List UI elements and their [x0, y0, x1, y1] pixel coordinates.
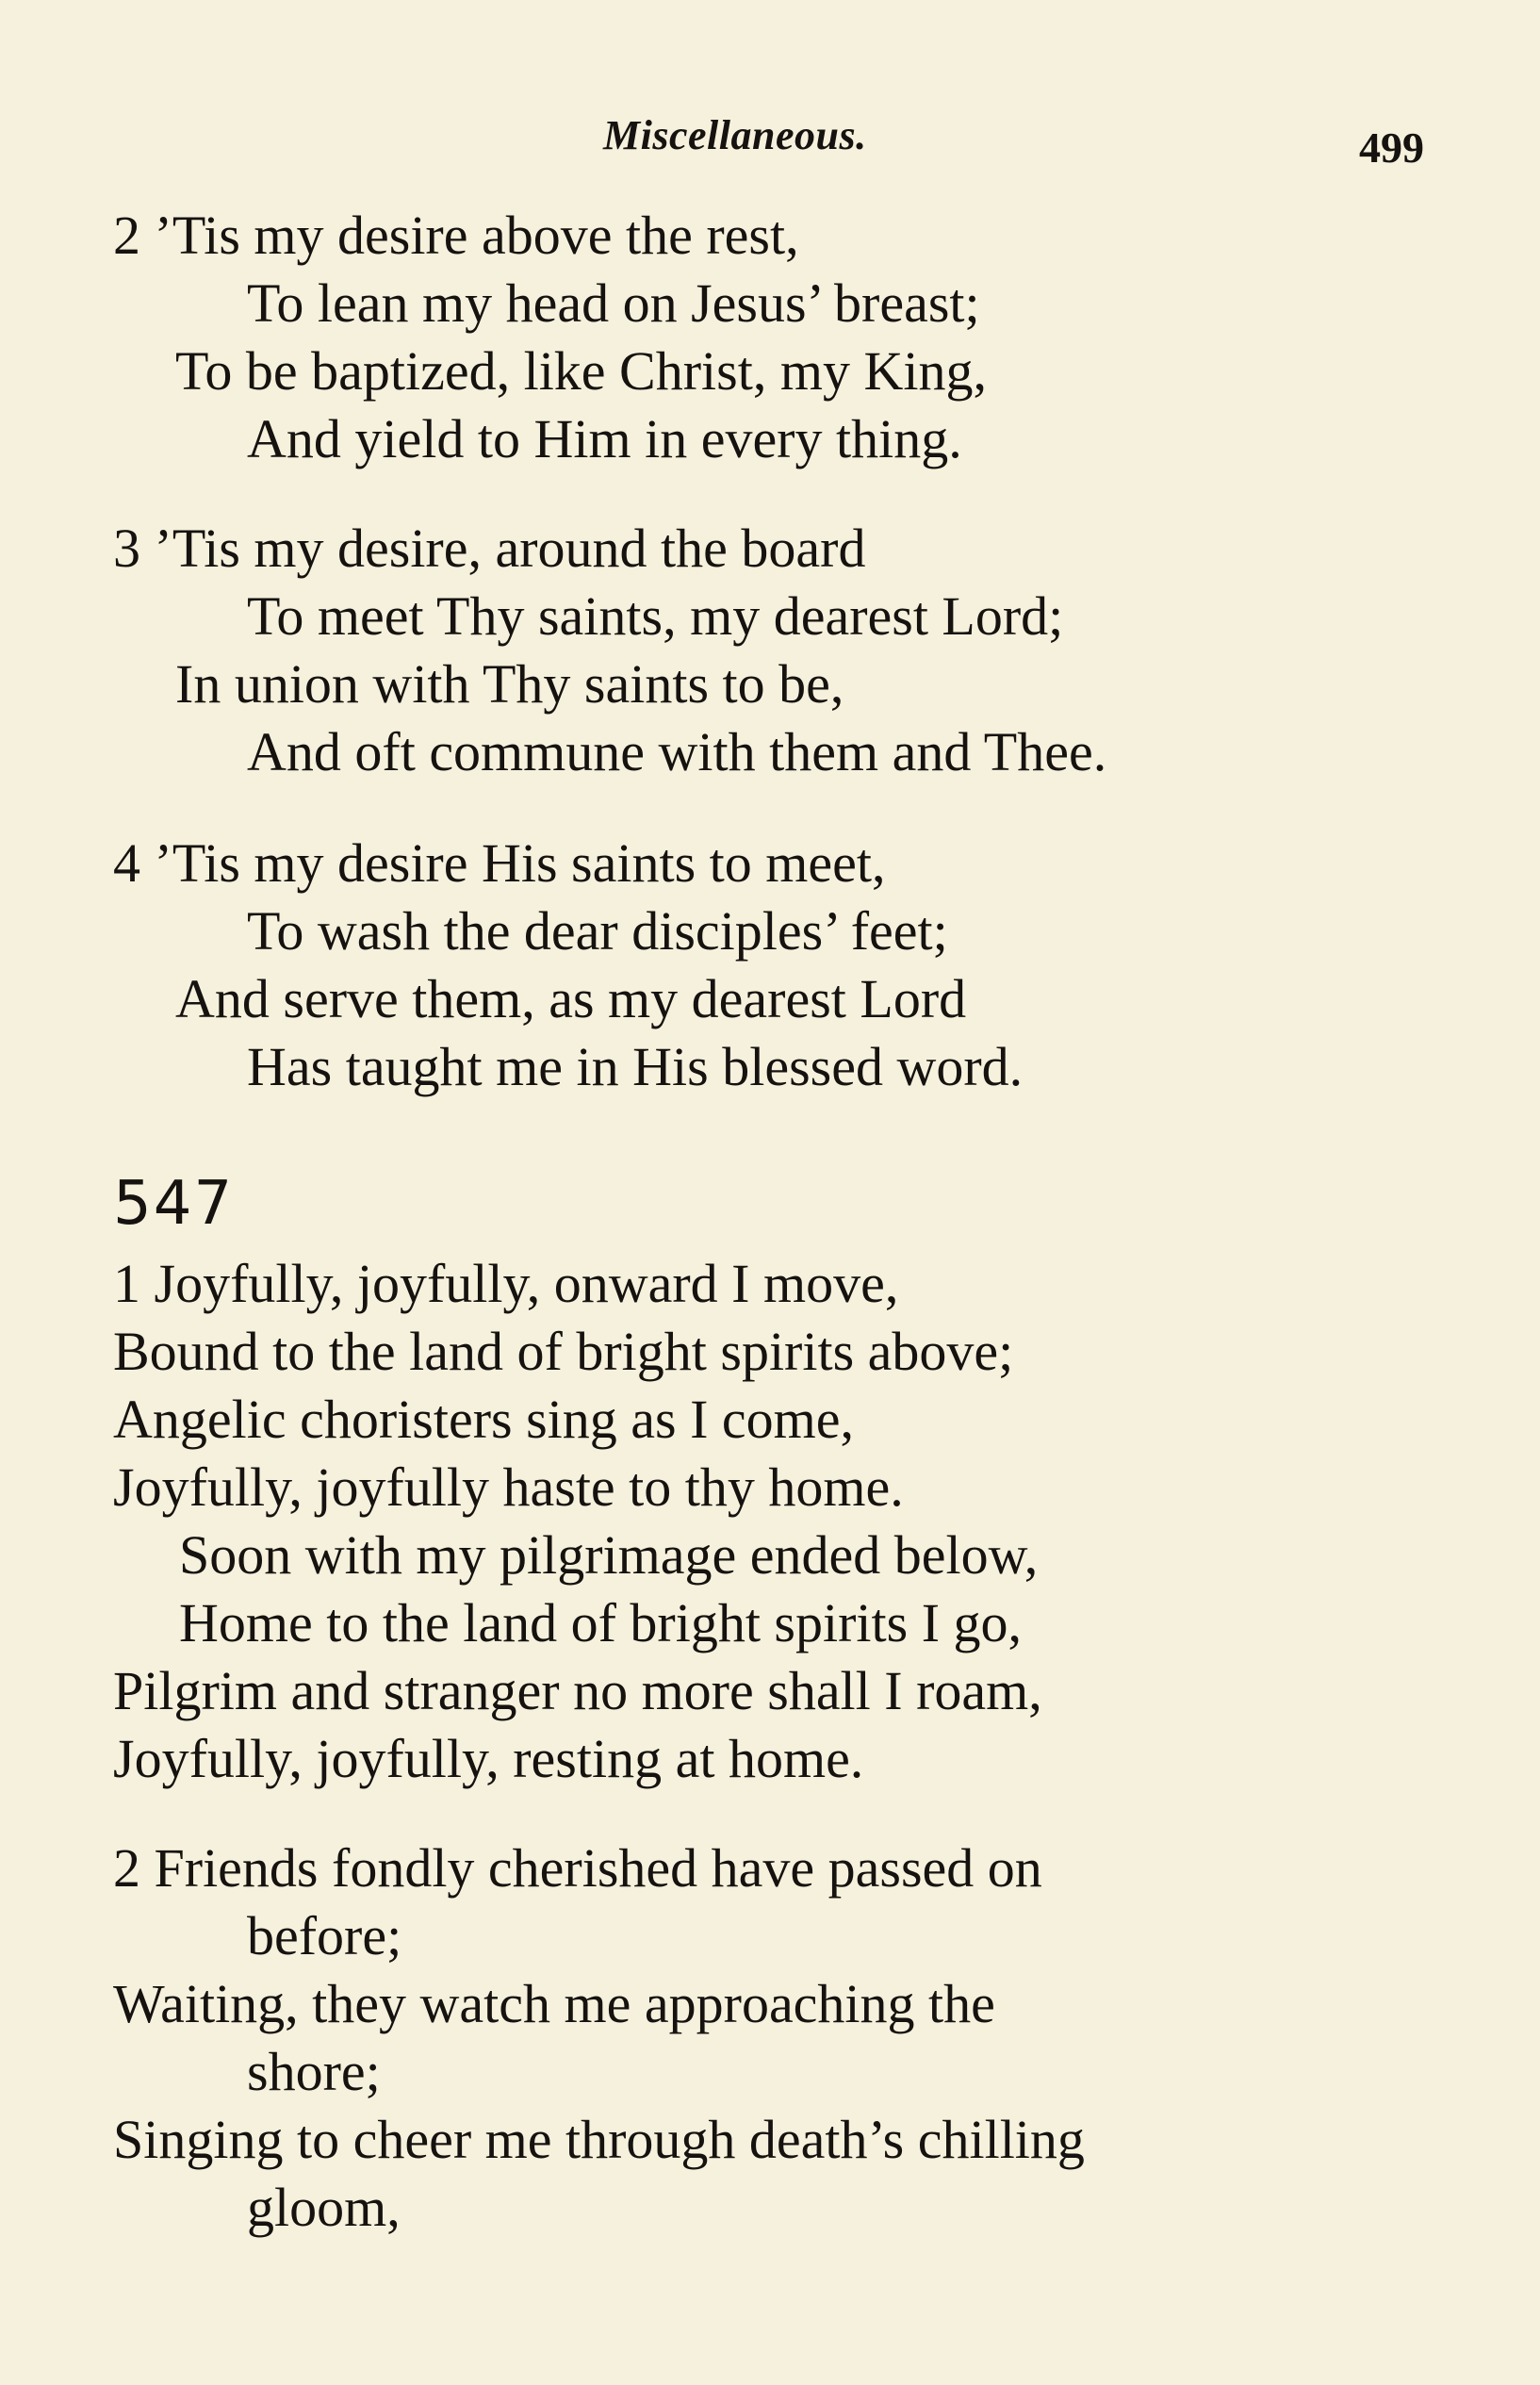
hymn-547-stanza-2-line-3: Waiting, they watch me approaching the: [113, 1973, 995, 2034]
hymn-547-stanza-1-line-7: Pilgrim and stranger no more shall I roam,: [113, 1660, 1042, 1721]
hymn-547-stanza-1-line-3: Angelic choristers sing as I come,: [113, 1389, 855, 1450]
stanza-2-line-2: To lean my head on Jesus’ breast;: [247, 272, 980, 334]
stanza-3-line-3: In union with Thy saints to be,: [175, 653, 844, 715]
stanza-3-line-4: And oft commune with them and Thee.: [247, 721, 1107, 782]
stanza-4-line-2: To wash the dear disciples’ feet;: [247, 900, 948, 962]
stanza-3-line-2: To meet Thy saints, my dearest Lord;: [247, 585, 1064, 647]
hymn-547-stanza-2-line-2: before;: [247, 1905, 402, 1966]
stanza-4-line-1: 4 ’Tis my desire His saints to meet,: [113, 832, 886, 894]
running-head: Miscellaneous.: [603, 112, 867, 158]
stanza-2-line-4: And yield to Him in every thing.: [247, 408, 962, 469]
hymn-547-stanza-2-line-1: 2 Friends fondly cherished have passed on: [113, 1837, 1042, 1899]
hymn-547-stanza-2-line-6: gloom,: [247, 2177, 401, 2238]
stanza-2-line-1: 2 ’Tis my desire above the rest,: [113, 205, 799, 266]
hymn-547-stanza-1-line-8: Joyfully, joyfully, resting at home.: [113, 1728, 864, 1789]
hymn-547-stanza-1-line-4: Joyfully, joyfully haste to thy home.: [113, 1456, 904, 1518]
hymn-547-stanza-1-line-6: Home to the land of bright spirits I go,: [179, 1592, 1023, 1653]
stanza-4-line-3: And serve them, as my dearest Lord: [175, 968, 967, 1029]
hymn-547-stanza-2-line-5: Singing to cheer me through death’s chilling: [113, 2109, 1085, 2170]
hymn-547-stanza-1-line-5: Soon with my pilgrimage ended below,: [179, 1524, 1039, 1586]
stanza-2-line-3: To be baptized, like Christ, my King,: [175, 340, 987, 402]
page-number: 499: [1359, 123, 1424, 172]
stanza-3-line-1: 3 ’Tis my desire, around the board: [113, 518, 866, 579]
stanza-4-line-4: Has taught me in His blessed word.: [247, 1036, 1024, 1097]
hymn-547-stanza-1-line-2: Bound to the land of bright spirits above;: [113, 1321, 1014, 1382]
hymn-number: 547: [113, 1169, 235, 1239]
hymn-547-stanza-1-line-1: 1 Joyfully, joyfully, onward I move,: [113, 1253, 899, 1314]
hymn-547-stanza-2-line-4: shore;: [247, 2041, 381, 2102]
